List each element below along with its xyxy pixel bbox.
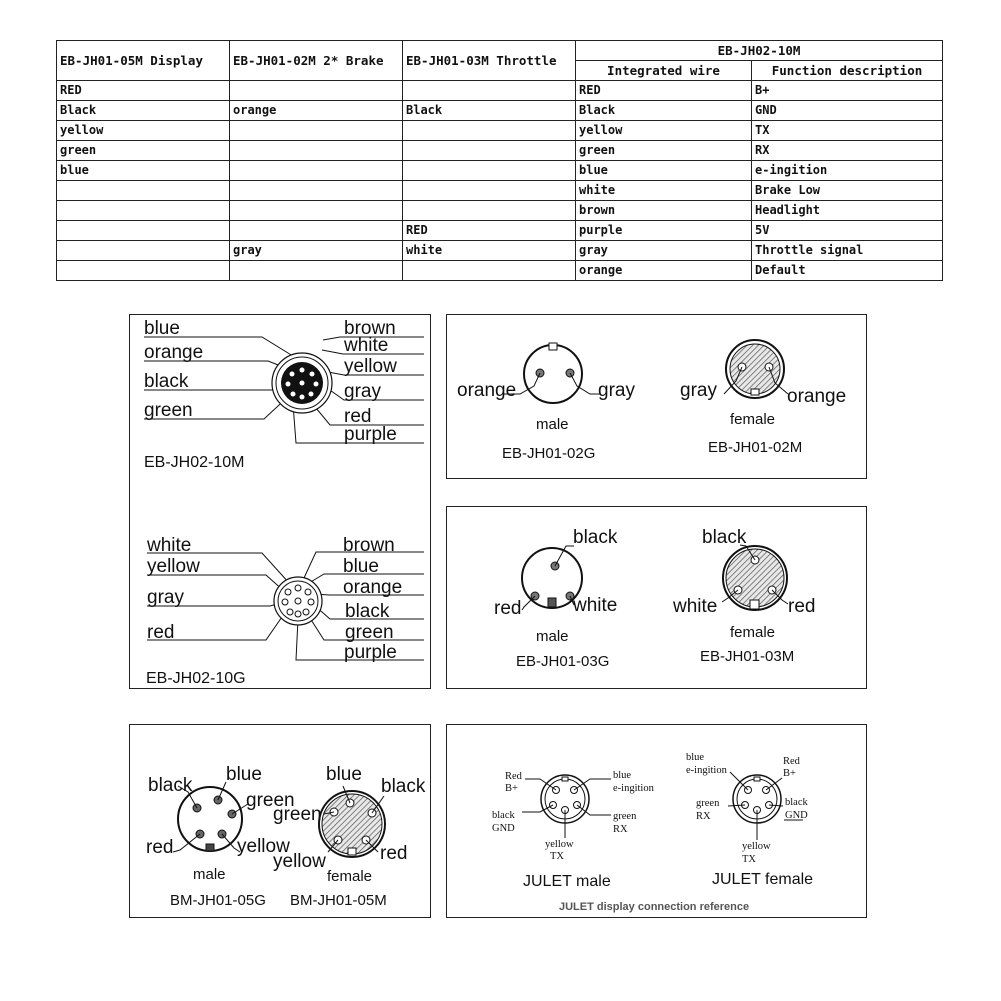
table-cell: brown	[576, 201, 752, 221]
jh02-10m-label-white: white	[344, 335, 389, 356]
julet-male-label-eign: e-ingition	[613, 783, 654, 794]
table-cell: GND	[752, 101, 943, 121]
julet-female-label-rx: RX	[696, 811, 711, 822]
table-cell: RED	[403, 221, 576, 241]
jh01-02m-title: EB-JH01-02M	[708, 439, 803, 456]
header-throttle: EB-JH01-03M Throttle	[403, 41, 576, 81]
jh02-10g-label-black: black	[345, 601, 390, 622]
table-cell: purple	[576, 221, 752, 241]
jh01-02g-connector	[457, 343, 635, 462]
jh02-10g-title: EB-JH02-10G	[146, 670, 246, 687]
bm-05m-label-yellow: yellow	[273, 851, 326, 872]
jh01-03g-label-red: red	[494, 598, 522, 619]
table-cell: Brake Low	[752, 181, 943, 201]
jh01-02g-title: EB-JH01-02G	[502, 445, 596, 462]
bm-05m-label-green: green	[273, 804, 322, 825]
table-cell: white	[403, 241, 576, 261]
julet-female-label-gnd: GND	[785, 810, 808, 821]
julet-male-label-blue: blue	[613, 770, 632, 781]
jh01-03m-label-red: red	[788, 596, 816, 617]
bm-05m-label-red: red	[380, 843, 408, 864]
julet-male-label-black: black	[492, 810, 515, 821]
jh02-10m-label-gray: gray	[344, 381, 381, 402]
table-cell: e-ingition	[752, 161, 943, 181]
jh02-10g-label-green: green	[345, 622, 394, 643]
jh01-02g-label-orange: orange	[457, 380, 517, 401]
table-cell: B+	[752, 81, 943, 101]
julet-female-label-yellow: yellow	[742, 841, 771, 852]
jh02-10g-label-orange: orange	[343, 577, 403, 598]
jh01-02m-connector	[680, 340, 846, 456]
table-cell: white	[576, 181, 752, 201]
table-cell: TX	[752, 121, 943, 141]
jh01-03m-connector	[672, 527, 815, 665]
bm-05g-label-red: red	[146, 837, 174, 858]
jh02-10m-label-blue: blue	[144, 318, 180, 339]
jh01-03g-label-black: black	[573, 527, 618, 548]
jh02-10g-connector	[146, 535, 424, 687]
jh02-10m-label-brown: brown	[344, 318, 396, 339]
bm-05m-sex: female	[327, 868, 373, 885]
table-cell: gray	[230, 241, 403, 261]
jh02-10m-label-red: red	[344, 406, 372, 427]
table-cell: blue	[576, 161, 752, 181]
julet-caption: JULET display connection reference	[559, 901, 750, 913]
jh01-03m-title: EB-JH01-03M	[700, 648, 795, 665]
table-cell: Throttle signal	[752, 241, 943, 261]
jh02-10g-label-gray: gray	[147, 587, 184, 608]
jh01-02g-sex: male	[536, 416, 569, 433]
jh01-03m-label-white: white	[673, 596, 718, 617]
header-integrated: Integrated wire	[576, 61, 752, 81]
julet-female-label-blue: blue	[686, 752, 705, 763]
bm-05m-title: BM-JH01-05M	[290, 892, 387, 909]
table-cell: Default	[752, 261, 943, 281]
table-cell: green	[576, 141, 752, 161]
jh01-02m-label-orange: orange	[787, 386, 847, 407]
julet-male-title: JULET male	[523, 873, 611, 890]
table-cell: gray	[576, 241, 752, 261]
bm-05g-title: BM-JH01-05G	[170, 892, 266, 909]
table-cell: RED	[57, 81, 230, 101]
bm-jh01-05m-connector	[273, 764, 426, 909]
bm-05g-label-blue: blue	[226, 764, 262, 785]
jh02-10g-label-red: red	[147, 622, 175, 643]
jh02-10g-label-yellow: yellow	[147, 556, 200, 577]
julet-female-label-red: Red	[783, 756, 800, 767]
bm-05m-label-black: black	[381, 776, 426, 797]
table-cell: Black	[576, 101, 752, 121]
jh01-02m-sex: female	[730, 411, 776, 428]
table-cell: RX	[752, 141, 943, 161]
jh02-10m-connector	[144, 318, 424, 471]
julet-female-label-bplus: B+	[783, 768, 796, 779]
table-cell: Black	[57, 101, 230, 121]
julet-male-label-rx: RX	[613, 824, 628, 835]
jh02-10m-label-orange: orange	[144, 342, 204, 363]
bm-05m-label-blue: blue	[326, 764, 362, 785]
jh01-03m-sex: female	[730, 624, 776, 641]
bm-05g-sex: male	[193, 866, 226, 883]
header-brake: EB-JH01-02M 2* Brake	[230, 41, 403, 81]
header-group: EB-JH02-10M	[576, 41, 943, 61]
table-cell: 5V	[752, 221, 943, 241]
bm-05g-label-green: green	[246, 790, 295, 811]
table-cell: orange	[230, 101, 403, 121]
bm-05g-label-yellow: yellow	[237, 836, 290, 857]
julet-female-label-eign: e-ingition	[686, 765, 727, 776]
bm-jh01-05g-connector	[146, 764, 295, 909]
jh02-10m-title: EB-JH02-10M	[144, 454, 245, 471]
julet-female-label-green: green	[696, 798, 720, 809]
julet-female-connector	[686, 752, 813, 888]
jh02-10m-label-green: green	[144, 400, 193, 421]
julet-male-label-red: Red	[505, 771, 522, 782]
jh02-10m-label-black: black	[144, 371, 189, 392]
table-cell: green	[57, 141, 230, 161]
jh01-03g-title: EB-JH01-03G	[516, 653, 610, 670]
jh02-10g-label-white: white	[147, 535, 192, 556]
jh02-10m-label-purple: purple	[344, 424, 397, 445]
julet-male-label-bplus: B+	[505, 783, 518, 794]
table-cell: Headlight	[752, 201, 943, 221]
jh01-03g-connector	[494, 527, 618, 670]
julet-female-title: JULET female	[712, 871, 814, 888]
julet-male-label-yellow: yellow	[545, 839, 574, 850]
header-function: Function description	[752, 61, 943, 81]
table-cell: blue	[57, 161, 230, 181]
julet-female-label-black: black	[785, 797, 808, 808]
jh02-10m-label-yellow: yellow	[344, 356, 397, 377]
header-display: EB-JH01-05M Display	[57, 41, 230, 81]
table-cell: Black	[403, 101, 576, 121]
jh01-03g-sex: male	[536, 628, 569, 645]
jh01-02g-label-gray: gray	[598, 380, 635, 401]
bm-05g-label-black: black	[148, 775, 193, 796]
jh02-10g-label-brown: brown	[343, 535, 395, 556]
jh01-03g-label-white: white	[573, 595, 618, 616]
table-cell: yellow	[576, 121, 752, 141]
table-cell: yellow	[57, 121, 230, 141]
jh02-10g-pins	[282, 585, 314, 617]
julet-male-label-green: green	[613, 811, 637, 822]
table-cell: RED	[576, 81, 752, 101]
julet-male-label-tx: TX	[550, 851, 564, 862]
julet-female-label-tx: TX	[742, 854, 756, 865]
jh02-10g-label-purple: purple	[344, 642, 397, 663]
table-cell: orange	[576, 261, 752, 281]
jh02-10g-label-blue: blue	[343, 556, 379, 577]
julet-male-label-gnd: GND	[492, 823, 515, 834]
jh01-03m-label-black: black	[702, 527, 747, 548]
julet-male-connector	[492, 770, 655, 890]
jh01-02m-label-gray: gray	[680, 380, 717, 401]
